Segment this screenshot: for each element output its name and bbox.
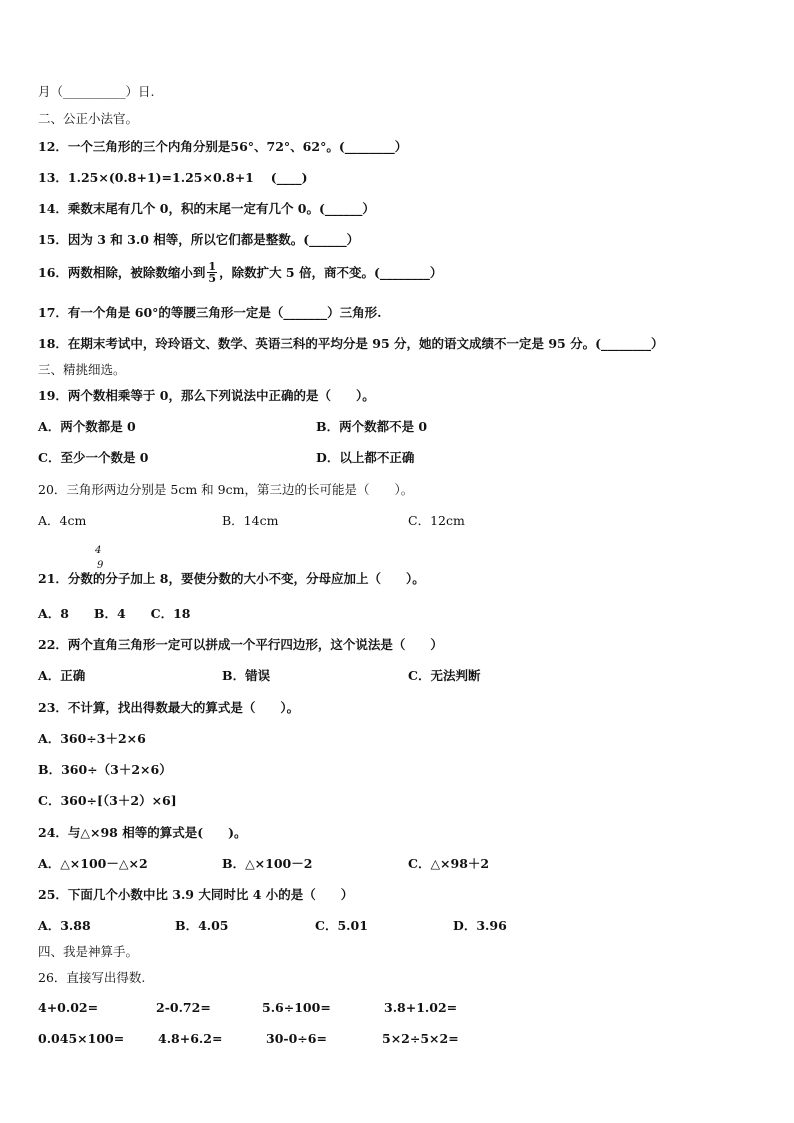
- question-21: [38, 569, 425, 587]
- option-24c: C．△×98＋2: [408, 856, 490, 871]
- option-25c: C．5.01: [315, 918, 368, 933]
- option-25a: A．3.88: [38, 918, 91, 933]
- option-22a: A．正确: [38, 668, 86, 683]
- fraction-9-denominator: 9: [97, 560, 104, 571]
- option-23a: A．360÷3＋2×6: [38, 731, 146, 746]
- question-24: 24．与△×98 相等的算式是( )。: [38, 825, 247, 840]
- question-21-text-a: 21．分数: [38, 571, 93, 586]
- option-19d: D．以上都不正确: [316, 450, 415, 465]
- question-17: 17．有一个角是 60°的等腰三角形一定是（_______）三角形.: [38, 305, 382, 320]
- question-19: 19．两个数相乘等于 0，那么下列说法中正确的是（ ）。: [38, 388, 375, 403]
- option-19a: A．两个数都是 0: [38, 419, 136, 434]
- calc-item: 4+0.02=: [38, 1000, 99, 1015]
- question-22: 22．两个直角三角形一定可以拼成一个平行四边形，这个说法是（ ）: [38, 637, 443, 652]
- section-heading-3: 三、精挑细选。: [38, 362, 126, 377]
- question-25: 25．下面几个小数中比 3.9 大同时比 4 小的是（ ）: [38, 887, 354, 902]
- calc-item: 2-0.72=: [156, 1000, 211, 1015]
- question-13: 13．1.25×(0.8+1)=1.25×0.8+1 (____): [38, 170, 308, 185]
- question-26: 26．直接写出得数.: [38, 970, 146, 985]
- options-21: A．8 B．4 C．18: [38, 606, 191, 621]
- option-25d: D．3.96: [453, 918, 507, 933]
- fraction-4-numerator: 4: [95, 545, 102, 556]
- question-14: 14．乘数末尾有几个 0，积的末尾一定有几个 0。(______）: [38, 201, 375, 216]
- option-22b: B．错误: [222, 668, 271, 683]
- option-22c: C．无法判断: [408, 668, 481, 683]
- calc-item: 3.8+1.02=: [384, 1000, 458, 1015]
- option-20c: C．12cm: [408, 513, 465, 528]
- calc-item: 4.8+6.2=: [158, 1031, 223, 1046]
- option-20b: B．14cm: [222, 513, 279, 528]
- question-23: 23．不计算，找出得数最大的算式是（ ）。: [38, 700, 300, 715]
- question-16-text-b: ，除数扩大 5 倍，商不变。(________）: [219, 265, 443, 280]
- option-23c: C．360÷[（3＋2）×6]: [38, 793, 177, 808]
- option-24a: A．△×100－△×2: [38, 856, 148, 871]
- calc-item: 5.6÷100=: [262, 1000, 331, 1015]
- option-20a: A．4cm: [38, 513, 87, 528]
- option-19c: C．至少一个数是 0: [38, 450, 149, 465]
- question-20: 20．三角形两边分别是 5cm 和 9cm，第三边的长可能是（ ）。: [38, 482, 414, 497]
- fraction-1-5: [207, 261, 217, 284]
- question-15: 15．因为 3 和 3.0 相等，所以它们都是整数。(______）: [38, 232, 360, 247]
- question-12: 12．一个三角形的三个内角分别是56°、72°、62°。(________）: [38, 139, 408, 154]
- option-19b: B．两个数都不是 0: [316, 419, 428, 434]
- option-23b: B．360÷（3＋2×6）: [38, 762, 172, 777]
- calc-item: 30-0÷6=: [266, 1031, 327, 1046]
- fraction-denominator: 5: [208, 271, 217, 285]
- section-heading-4: 四、我是神算手。: [38, 944, 139, 959]
- text-line: 月（__________）日.: [38, 84, 155, 99]
- question-16: [38, 256, 442, 288]
- option-25b: B．4.05: [175, 918, 229, 933]
- section-heading-2: 二、公正小法官。: [38, 111, 139, 126]
- calc-item: 0.045×100=: [38, 1031, 125, 1046]
- fraction-numerator: 1: [208, 259, 217, 273]
- option-24b: B．△×100－2: [222, 856, 313, 871]
- question-18: 18．在期末考试中，玲玲语文、数学、英语三科的平均分是 95 分，她的语文成绩不一定是 95 分。(________）: [38, 336, 664, 351]
- calc-item: 5×2÷5×2=: [382, 1031, 459, 1046]
- question-21-text-b: 的分子加上 8，要使分数的大小不变，分母应加上（ ）。: [92, 571, 425, 586]
- question-16-text-a: 16．两数相除，被除数缩小到: [38, 265, 206, 280]
